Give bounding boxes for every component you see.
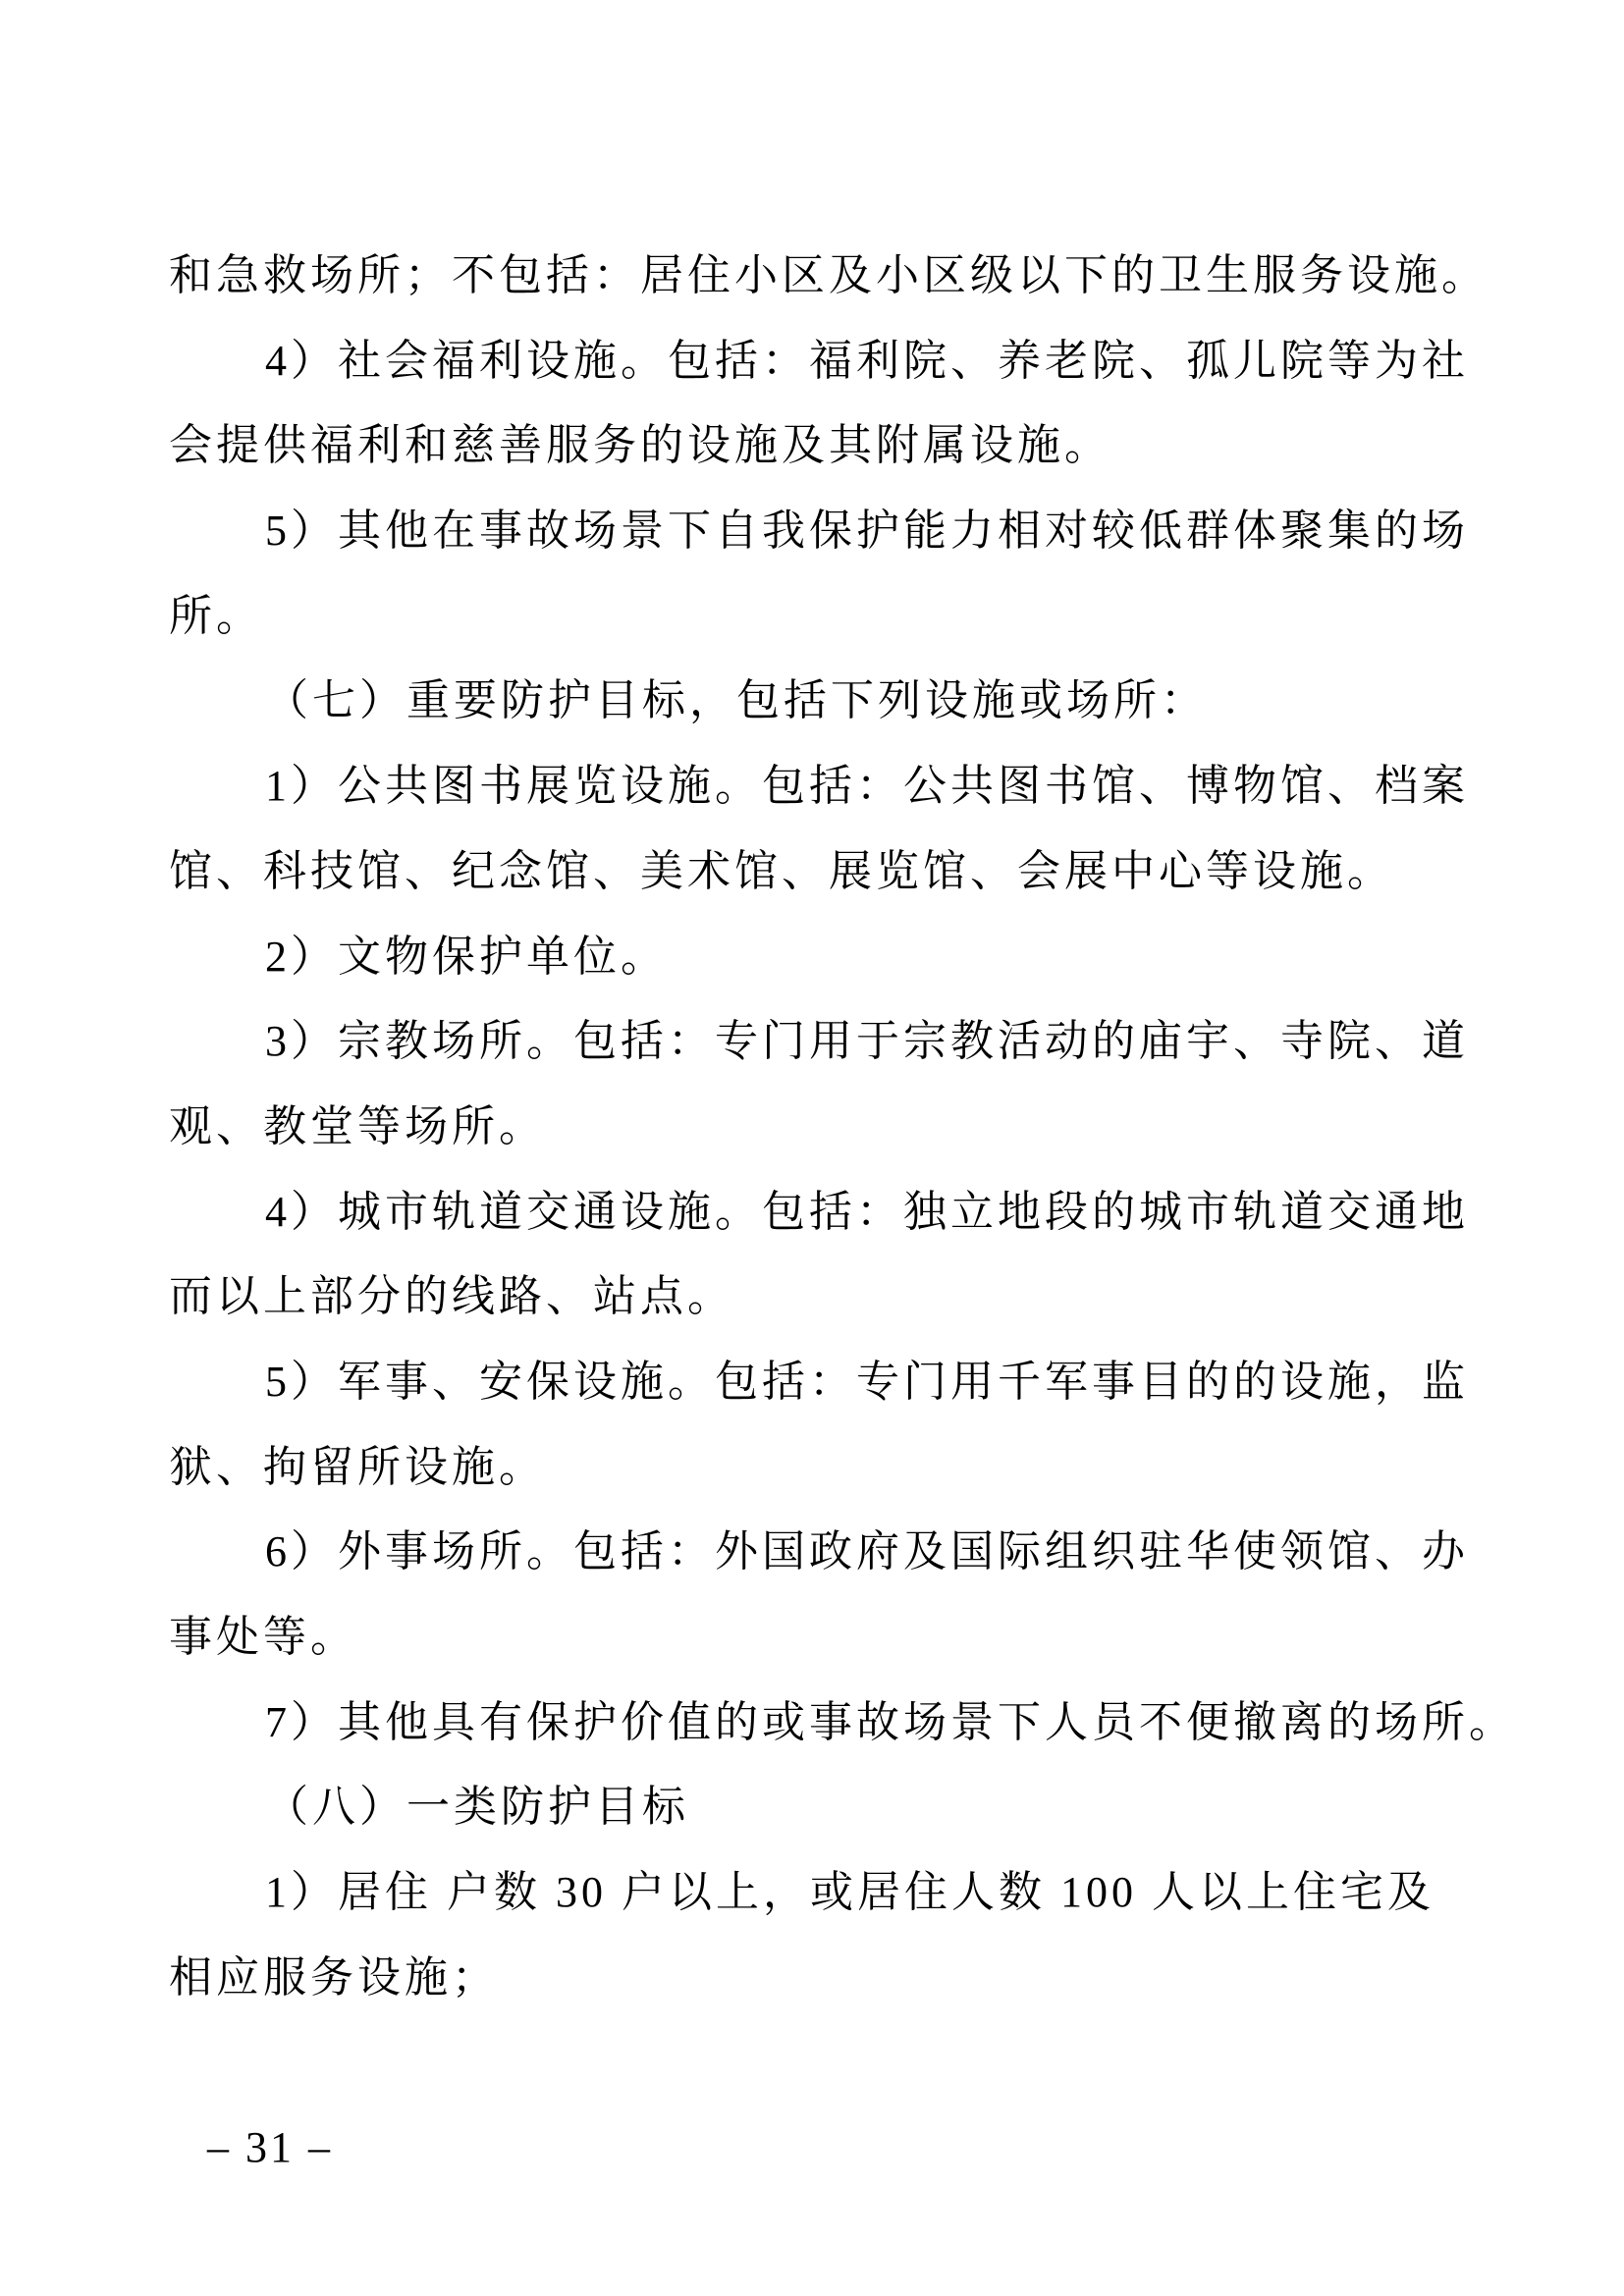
text-line: 会提供福利和慈善服务的设施及其附属设施。 bbox=[169, 421, 1111, 470]
text-line: 6）外事场所。包括：外国政府及国际组织驻华使领馆、办 bbox=[265, 1527, 1469, 1576]
text-line: 和急救场所；不包括：居住小区及小区级以下的卫生服务设施。 bbox=[169, 251, 1489, 299]
text-line: 狱、拘留所设施。 bbox=[169, 1442, 546, 1491]
text-line: 事处等。 bbox=[169, 1613, 357, 1661]
text-line: 观、教堂等场所。 bbox=[169, 1101, 546, 1150]
text-line: 相应服务设施； bbox=[169, 1952, 499, 2002]
text-line: 7）其他具有保护价值的或事故场景下人员不便撤离的场所。 bbox=[265, 1697, 1516, 1746]
document-body bbox=[169, 234, 1516, 2020]
text-line: （八）一类防护目标 bbox=[265, 1783, 689, 1832]
text-line: 而以上部分的线路、站点。 bbox=[169, 1272, 734, 1321]
text-line: （七）重要防护目标，包括下列设施或场所： bbox=[265, 676, 1208, 725]
text-line: 1）公共图书展览设施。包括：公共图书馆、博物馆、档案 bbox=[265, 762, 1469, 811]
page-number: – 31 – bbox=[207, 2123, 333, 2171]
text-line: 1）居住 户数 30 户以上，或居住人数 100 人以上住宅及 bbox=[265, 1868, 1435, 1917]
text-line: 5）其他在事故场景下自我保护能力相对较低群体聚集的场 bbox=[265, 507, 1469, 556]
text-line: 馆、科技馆、纪念馆、美术馆、展览馆、会展中心等设施。 bbox=[169, 846, 1394, 895]
text-line: 4）社会福利设施。包括：福利院、养老院、孤儿院等为社 bbox=[265, 336, 1469, 385]
text-line: 4）城市轨道交通设施。包括：独立地段的城市轨道交通地 bbox=[265, 1187, 1469, 1236]
text-line: 2）文物保护单位。 bbox=[265, 932, 668, 981]
text-line: 3）宗教场所。包括：专门用于宗教活动的庙宇、寺院、道 bbox=[265, 1017, 1469, 1066]
text-line: 5）军事、安保设施。包括：专门用千军事目的的设施，监 bbox=[265, 1357, 1469, 1406]
text-line: 所。 bbox=[169, 591, 263, 640]
